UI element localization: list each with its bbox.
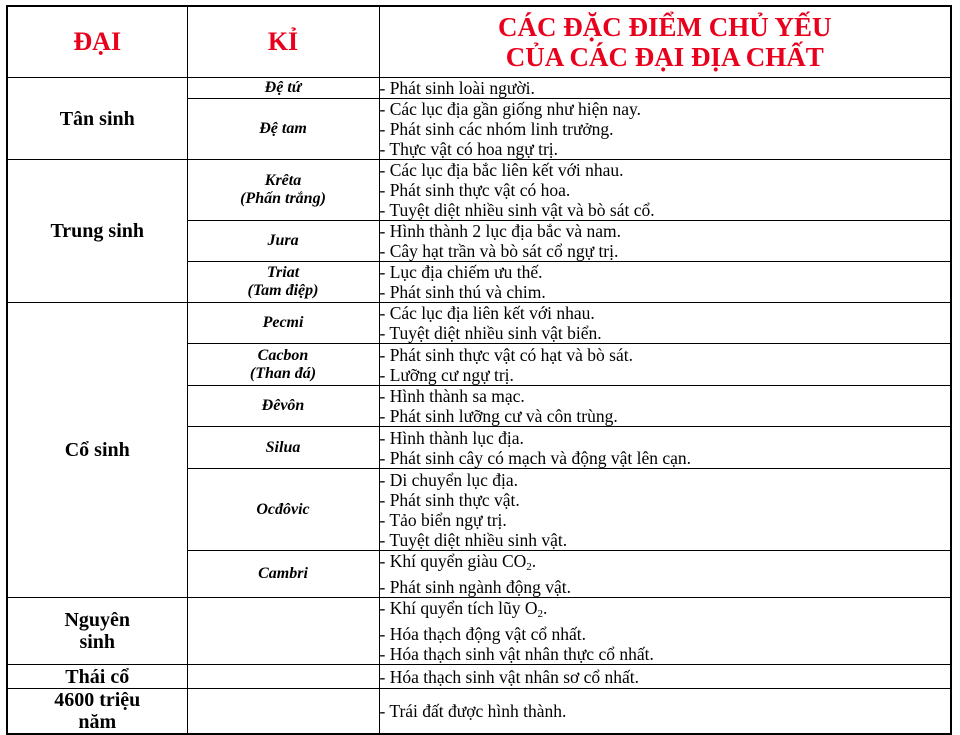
table-row [7,689,951,735]
subscript-2: 2 [537,608,543,620]
period-de-tam: Đệ tam [187,99,379,160]
era-co-sinh: Cổ sinh [7,303,187,598]
feature-line [380,551,951,577]
features-origin [379,689,951,735]
feature-line: - Các lục địa liên kết với nhau. [379,303,595,323]
era-tan-sinh: Tân sinh [7,78,187,160]
feature-line: - Lưỡng cư ngự trị. [379,364,514,385]
period-triat-name: Triat [266,264,300,281]
feature-line [380,598,951,624]
table-row [7,160,951,221]
feature-line: - Hóa thạch sinh vật nhân sơ cổ nhất. [379,666,640,687]
features-cacbon [379,344,951,386]
feature-text: . [542,598,548,618]
feature-line: - Thực vật có hoa ngự trị. [379,139,559,159]
feature-line: - Cây hạt trần và bò sát cổ ngự trị. [379,241,619,261]
features-de-tam [379,99,951,160]
era-trung-sinh: Trung sinh [7,160,187,303]
feature-text: . [531,551,537,571]
feature-line: - Tảo biển ngự trị. [379,509,507,530]
period-kreta-alias: (Phấn trắng) [240,190,326,207]
feature-line: - Lục địa chiếm ưu thế. [379,262,543,282]
table-row [7,78,951,99]
feature-line: - Phát sinh các nhóm linh trưởng. [379,119,614,139]
period-devon: Đêvôn [187,386,379,427]
feature-line: - Phát sinh loài người. [379,78,535,98]
feature-line: - Tuyệt diệt nhiều sinh vật và bò sát cổ. [379,200,655,220]
subscript-2: 2 [526,561,532,573]
feature-line: - Các lục địa gần giống như hiện nay. [379,99,642,119]
features-triat [379,262,951,303]
features-jura [379,221,951,262]
features-de-tu [379,78,951,99]
period-cambri: Cambri [187,551,379,598]
features-kreta [379,160,951,221]
period-cacbon-name: Cacbon [257,346,309,364]
feature-line: - Trái đất được hình thành. [379,701,567,721]
period-empty [187,689,379,735]
table-row [7,665,951,689]
period-triat [187,262,379,303]
feature-line: - Phát sinh thực vật. [379,489,520,510]
era-thai-co: Thái cổ [7,665,187,689]
period-kreta-name: Krêta [264,172,302,189]
feature-line: - Phát sinh thú và chim. [379,282,546,302]
feature-line: - Hình thành lục địa. [379,427,524,448]
features-cambri [379,551,951,598]
header-features-line-1: CÁC ĐẶC ĐIỂM CHỦ YẾU [498,12,832,42]
era-origin [7,689,187,735]
features-thai-co [379,665,951,689]
period-silua: Silua [187,427,379,469]
era-origin-line-1: 4600 triệu [54,689,141,711]
period-ocdovic: Ocđôvic [187,469,379,551]
era-origin-line-2: năm [78,711,117,733]
header-era: ĐẠI [7,6,187,78]
feature-line: - Các lục địa bắc liên kết với nhau. [379,160,624,180]
feature-text: - Khí quyển tích lũy O [379,598,538,618]
features-devon [379,386,951,427]
period-cacbon-alias: (Than đá) [249,364,317,382]
period-jura: Jura [187,221,379,262]
feature-text: - Khí quyển giàu CO [379,551,527,571]
period-triat-alias: (Tam điệp) [247,282,319,299]
geologic-eras-table [6,5,952,735]
features-pecmi [379,303,951,344]
feature-line: - Phát sinh cây có mạch và động vật lên cạn. [379,447,691,468]
feature-line: - Phát sinh lưỡng cư và côn trùng. [379,406,618,426]
features-ocdovic [379,469,951,551]
header-row [7,6,951,78]
feature-line: - Hóa thạch sinh vật nhân thực cổ nhất. [379,644,654,664]
feature-line: - Hình thành 2 lục địa bắc và nam. [379,221,622,241]
table-row [7,303,951,344]
feature-line: - Hình thành sa mạc. [379,386,525,406]
period-empty [187,598,379,665]
header-features-line-2: CỦA CÁC ĐẠI ĐỊA CHẤT [505,42,824,72]
period-de-tu: Đệ tứ [187,78,379,99]
header-features [379,6,951,78]
era-nguyen-sinh [7,598,187,665]
era-nguyen-sinh-line-2: sinh [79,631,116,653]
table-row [7,598,951,665]
feature-line: - Phát sinh thực vật có hoa. [379,180,571,200]
feature-line: - Di chuyển lục địa. [379,469,518,490]
feature-line: - Phát sinh ngành động vật. [379,577,572,597]
period-kreta [187,160,379,221]
period-empty [187,665,379,689]
feature-line: - Tuyệt diệt nhiều sinh vật. [379,529,568,550]
features-silua [379,427,951,469]
feature-line: - Tuyệt diệt nhiều sinh vật biển. [379,323,602,343]
era-nguyen-sinh-line-1: Nguyên [64,609,131,631]
feature-line: - Phát sinh thực vật có hạt và bò sát. [379,344,633,365]
feature-line: - Hóa thạch động vật cổ nhất. [379,624,587,644]
header-period: KỈ [187,6,379,78]
period-cacbon [187,344,379,386]
geologic-eras-table-page [6,5,950,733]
period-pecmi: Pecmi [187,303,379,344]
features-nguyen-sinh [379,598,951,665]
